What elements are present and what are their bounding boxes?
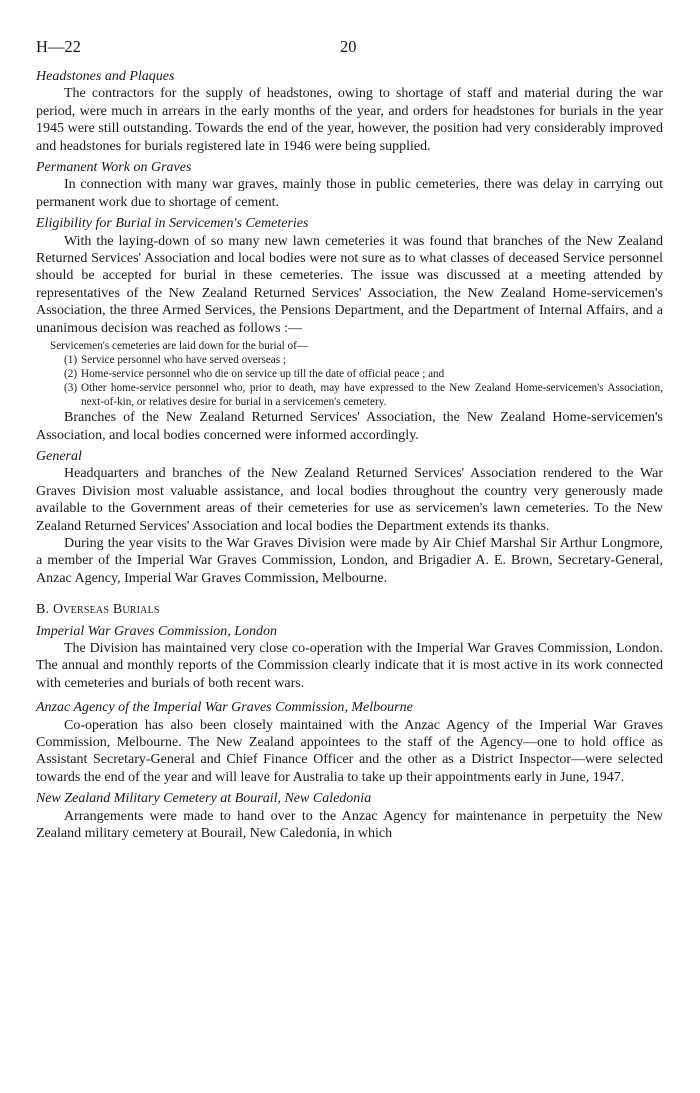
list-item bbox=[36, 381, 663, 409]
paragraph-eligibility: With the laying-down of so many new lawn cemeteries it was found that branches of the New Zealand Returned Services' Association and local bodies were not sure as to what classes of deceased Service personnel should be accepted for burial in these cemeteries. The issue was discussed at a meeting attended by representatives of the New Zealand Returned Services' Association, the New Zealand Home-servicemen's Association, the three Armed Services, the Pensions Department, and the Department of Internal Affairs, and a unanimous decision was reached as follows :— bbox=[36, 233, 663, 336]
part-heading-prefix: B. bbox=[36, 602, 53, 618]
document-reference: H—22 bbox=[36, 37, 81, 56]
section-heading-anzac-agency: Anzac Agency of the Imperial War Graves Commission, Melbourne bbox=[36, 700, 413, 716]
decision-lead: Servicemen's cemeteries are laid down for the burial of— bbox=[50, 340, 308, 353]
section-heading-iwgc-london: Imperial War Graves Commission, London bbox=[36, 623, 277, 639]
paragraph-headstones: The contractors for the supply of headstones, owing to shortage of staff and material during the war period, were much in arrears in the early months of the year, and orders for headstones for burials in the year 1945 were still outstanding. Towards the end of the year, however, the position had very considerably improved and headstones for burials registered late in 1946 were being supplied. bbox=[36, 86, 663, 154]
list-item bbox=[36, 353, 663, 367]
paragraph-general-visits: During the year visits to the War Graves Division were made by Air Chief Marshal Sir Arthur Longmore, a member of the Imperial War Graves Commission, London, and Brigadier A. E. Brown, Secretary-General, Anzac Agency, Imperial War Graves Commission, Melbourne. bbox=[36, 535, 663, 586]
paragraph-general-thanks: Headquarters and branches of the New Zealand Returned Services' Association rendered to the War Graves Division most valuable assistance, and local bodies throughout the country very generously made available to the Government areas of their cemeteries for use as servicemen's lawn cemeteries. To the New Zealand Returned Services' Association and local bodies the Department extends its thanks. bbox=[36, 466, 663, 534]
list-marker: (3) bbox=[64, 382, 78, 395]
paragraph-permanent-work: In connection with many war graves, mainly those in public cemeteries, there was delay in carrying out permanent work due to shortage of cement. bbox=[36, 177, 663, 210]
section-heading-general: General bbox=[36, 448, 82, 464]
list-item-text: Other home-service personnel who, prior to death, may have expressed to the New Zealand Home-servicemen's Association, next-of-kin, or relatives desire for burial in a servicemen's cemetery. bbox=[81, 382, 663, 409]
list-item bbox=[36, 367, 663, 381]
page-number: 20 bbox=[340, 37, 357, 56]
list-marker: (1) bbox=[64, 354, 78, 367]
section-heading-permanent-work: Permanent Work on Graves bbox=[36, 160, 192, 176]
list-item-text: Home-service personnel who die on service up till the date of official peace ; and bbox=[81, 368, 445, 381]
list-item-text: Service personnel who have served overseas ; bbox=[81, 354, 287, 367]
part-heading-title: Overseas Burials bbox=[52, 602, 160, 618]
paragraph-branches-informed: Branches of the New Zealand Returned Services' Association, the New Zealand Home-servicemen's Association, and local bodies concerned were informed accordingly. bbox=[36, 410, 663, 443]
section-heading-headstones: Headstones and Plaques bbox=[36, 69, 175, 84]
document-page bbox=[36, 38, 663, 842]
paragraph-iwgc-london: The Division has maintained very close co-operation with the Imperial War Graves Commission, London. The annual and monthly reports of the Commission clearly indicate that it is most active in its work connected with cemeteries and burials of both recent wars. bbox=[36, 640, 663, 691]
section-heading-bourail: New Zealand Military Cemetery at Bourail, New Caledonia bbox=[36, 791, 372, 807]
paragraph-anzac-agency: Co-operation has also been closely maintained with the Anzac Agency of the Imperial War Graves Commission, Melbourne. The New Zealand appointees to the staff of the Agency—one to hold office as Assistant Secretary-General and Chief Finance Officer and the other as a District Inspector—were selected towards the end of the year and will leave for Australia to take up their appointments early in June, 1947. bbox=[36, 717, 663, 785]
section-heading-eligibility: Eligibility for Burial in Servicemen's Cemeteries bbox=[36, 216, 309, 232]
paragraph-bourail: Arrangements were made to hand over to the Anzac Agency for maintenance in perpetuity the New Zealand military cemetery at Bourail, New Caledonia, in which bbox=[36, 808, 663, 842]
part-heading-overseas-burials bbox=[36, 601, 663, 618]
list-marker: (2) bbox=[64, 368, 78, 381]
decision-list bbox=[36, 353, 663, 409]
page-header bbox=[36, 38, 663, 64]
